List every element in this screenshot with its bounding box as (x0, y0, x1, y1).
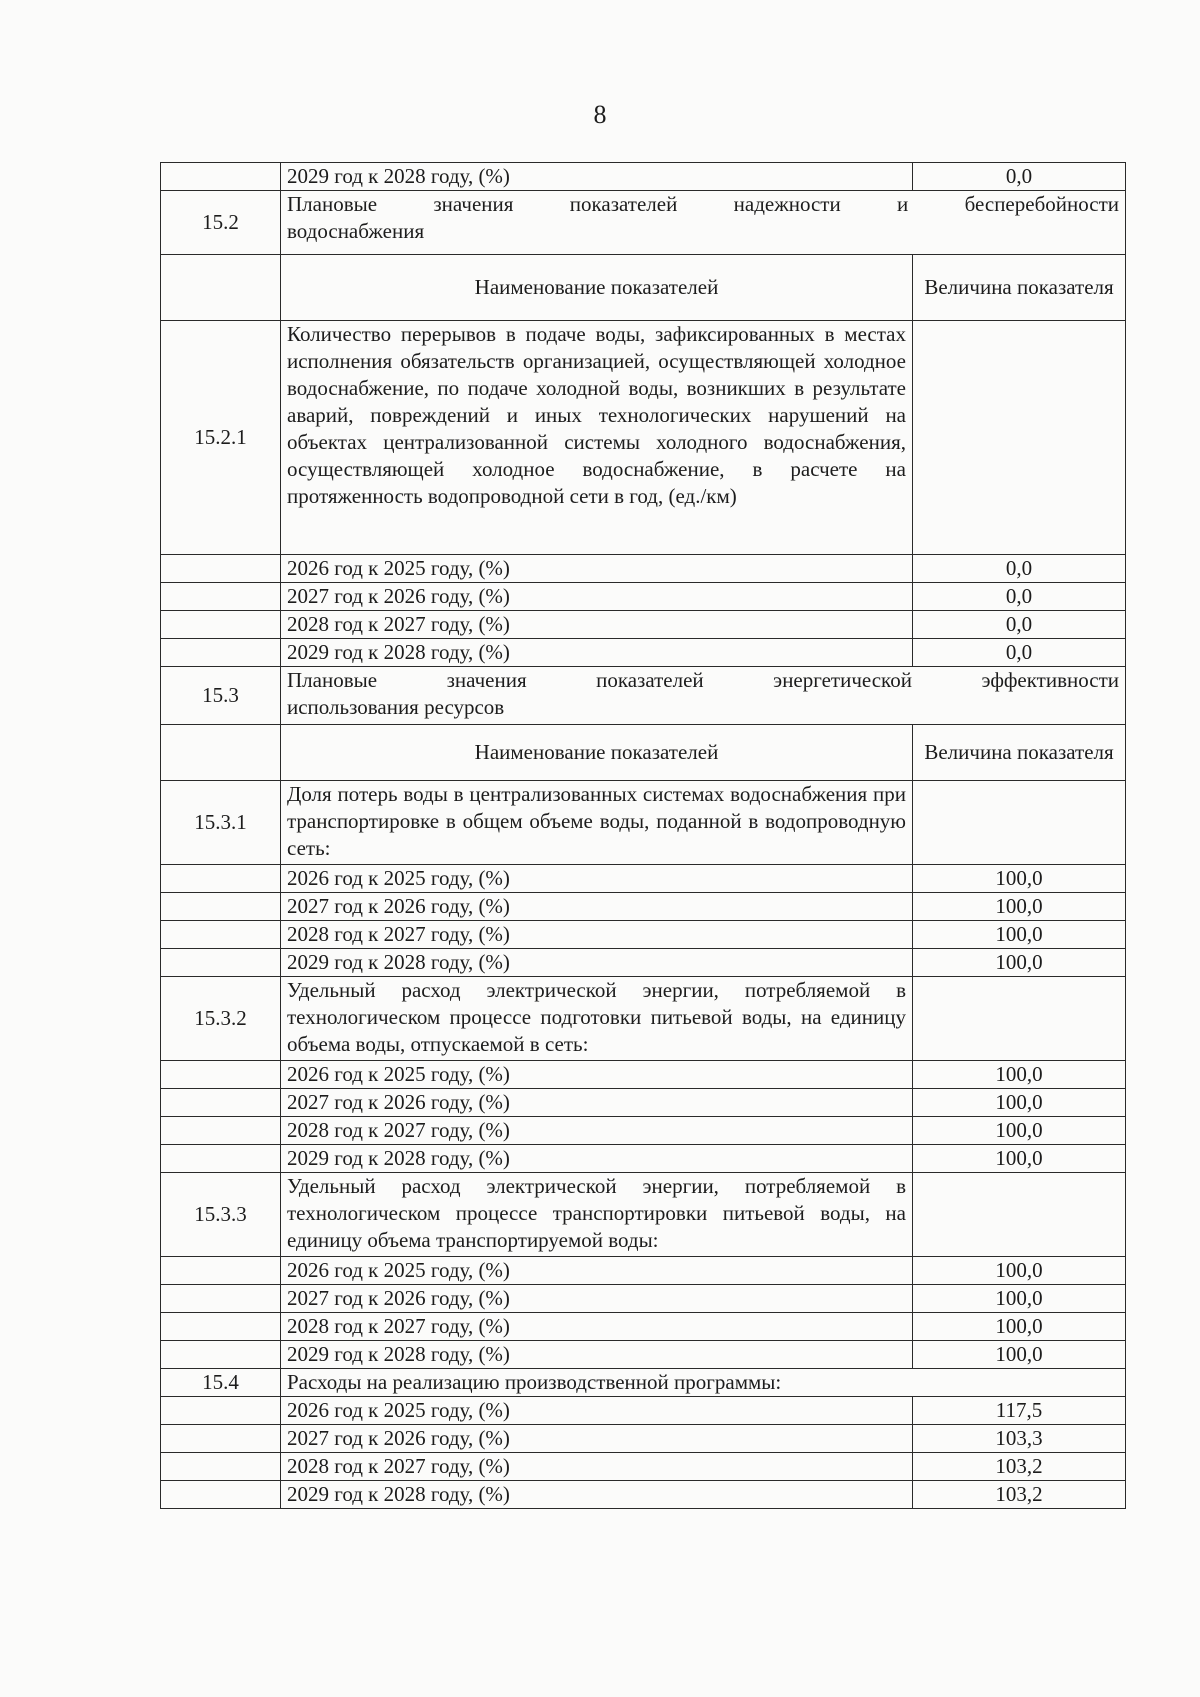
row-value: 100,0 (913, 893, 1126, 921)
row-label: 2029 год к 2028 году, (%) (281, 1145, 913, 1173)
row-label: 2028 год к 2027 году, (%) (281, 1313, 913, 1341)
column-header-value: Величина показателя (913, 255, 1126, 321)
row-value: 100,0 (913, 1145, 1126, 1173)
row-value: 103,2 (913, 1481, 1126, 1509)
row-value: 117,5 (913, 1397, 1126, 1425)
row-value: 0,0 (913, 611, 1126, 639)
section-title: Расходы на реализацию производственной программы: (281, 1369, 1126, 1397)
row-label: 2029 год к 2028 году, (%) (281, 1481, 913, 1509)
row-label: 2028 год к 2027 году, (%) (281, 921, 913, 949)
section-row-15-3 (161, 667, 1126, 725)
row-value: 100,0 (913, 1285, 1126, 1313)
table-row (161, 639, 1126, 667)
table-row (161, 1089, 1126, 1117)
row-value: 100,0 (913, 1313, 1126, 1341)
table-row (161, 1397, 1126, 1425)
row-label: 2027 год к 2026 году, (%) (281, 1285, 913, 1313)
row-label: 2028 год к 2027 году, (%) (281, 1117, 913, 1145)
section-number: 15.2.1 (161, 321, 281, 555)
table-row (161, 949, 1126, 977)
section-number: 15.3 (161, 667, 281, 725)
row-value: 0,0 (913, 163, 1126, 191)
table-row (161, 1257, 1126, 1285)
row-label: 2027 год к 2026 году, (%) (281, 583, 913, 611)
indicator-description: Доля потерь воды в централизованных системах водоснабжения при транспортировке в общем объеме воды, поданной в водопроводную сеть: (281, 781, 913, 865)
section-title: Плановые значения показателей надежности и бесперебойности водоснабжения (281, 191, 1126, 255)
row-value: 0,0 (913, 639, 1126, 667)
row-value: 100,0 (913, 921, 1126, 949)
row-value: 100,0 (913, 1061, 1126, 1089)
table-row (161, 1285, 1126, 1313)
section-number: 15.3.1 (161, 781, 281, 865)
row-label: 2029 год к 2028 году, (%) (281, 163, 913, 191)
row-label: 2027 год к 2026 году, (%) (281, 1089, 913, 1117)
row-value: 100,0 (913, 1341, 1126, 1369)
row-value: 0,0 (913, 555, 1126, 583)
table-row (161, 583, 1126, 611)
row-label: 2029 год к 2028 году, (%) (281, 1341, 913, 1369)
column-header-name: Наименование показателей (281, 725, 913, 781)
column-header-value: Величина показателя (913, 725, 1126, 781)
section-title: Плановые значения показателей энергетической эффективности использования ресурсов (281, 667, 1126, 725)
row-value: 100,0 (913, 1089, 1126, 1117)
row-value: 103,2 (913, 1453, 1126, 1481)
indicators-table-container (160, 162, 1125, 1509)
page-number: 8 (593, 100, 607, 129)
section-row-15-3-3 (161, 1173, 1126, 1257)
section-row-15-3-2 (161, 977, 1126, 1061)
section-number: 15.3.3 (161, 1173, 281, 1257)
row-label: 2028 год к 2027 году, (%) (281, 1453, 913, 1481)
section-number: 15.3.2 (161, 977, 281, 1061)
indicator-description: Удельный расход электрической энергии, потребляемой в технологическом процессе транспортировки питьевой воды, на единицу объема транспортируемой воды: (281, 1173, 913, 1257)
row-label: 2028 год к 2027 году, (%) (281, 611, 913, 639)
table-row (161, 1313, 1126, 1341)
table-row (161, 1481, 1126, 1509)
row-label: 2029 год к 2028 году, (%) (281, 949, 913, 977)
table-row (161, 921, 1126, 949)
table-row (161, 1117, 1126, 1145)
section-row-15-2 (161, 191, 1126, 255)
row-label: 2026 год к 2025 году, (%) (281, 1257, 913, 1285)
row-value: 103,3 (913, 1425, 1126, 1453)
table-row (161, 893, 1126, 921)
row-value: 100,0 (913, 1117, 1126, 1145)
row-label: 2026 год к 2025 году, (%) (281, 1397, 913, 1425)
table-row (161, 1425, 1126, 1453)
row-label: 2027 год к 2026 году, (%) (281, 1425, 913, 1453)
table-row (161, 1145, 1126, 1173)
section-row-15-4 (161, 1369, 1126, 1397)
row-label: 2026 год к 2025 году, (%) (281, 555, 913, 583)
row-value: 100,0 (913, 1257, 1126, 1285)
table-row (161, 163, 1126, 191)
table-row (161, 1341, 1126, 1369)
section-row-15-2-1 (161, 321, 1126, 555)
column-header-name: Наименование показателей (281, 255, 913, 321)
indicators-table (160, 162, 1126, 1509)
table-row (161, 1061, 1126, 1089)
indicator-description: Количество перерывов в подаче воды, зафиксированных в местах исполнения обязательств организацией, осуществляющей холодное водоснабжение, по подаче холодной воды, возникших в результате аварий, повреждений и иных технологических нарушений на объектах централизованной системы холодного водоснабжения, осуществляющей холодное водоснабжение, в расчете на протяженность водопроводной сети в год, (ед./км) (281, 321, 913, 555)
section-number: 15.4 (161, 1369, 281, 1397)
header-row (161, 725, 1126, 781)
header-row (161, 255, 1126, 321)
indicator-description: Удельный расход электрической энергии, потребляемой в технологическом процессе подготовки питьевой воды, на единицу объема воды, отпускаемой в сеть: (281, 977, 913, 1061)
table-row (161, 1453, 1126, 1481)
table-row (161, 865, 1126, 893)
row-value: 100,0 (913, 865, 1126, 893)
table-row (161, 611, 1126, 639)
section-row-15-3-1 (161, 781, 1126, 865)
row-value: 100,0 (913, 949, 1126, 977)
table-row (161, 555, 1126, 583)
row-label: 2026 год к 2025 году, (%) (281, 1061, 913, 1089)
row-label: 2027 год к 2026 году, (%) (281, 893, 913, 921)
row-label: 2029 год к 2028 году, (%) (281, 639, 913, 667)
section-number: 15.2 (161, 191, 281, 255)
row-label: 2026 год к 2025 году, (%) (281, 865, 913, 893)
row-value: 0,0 (913, 583, 1126, 611)
